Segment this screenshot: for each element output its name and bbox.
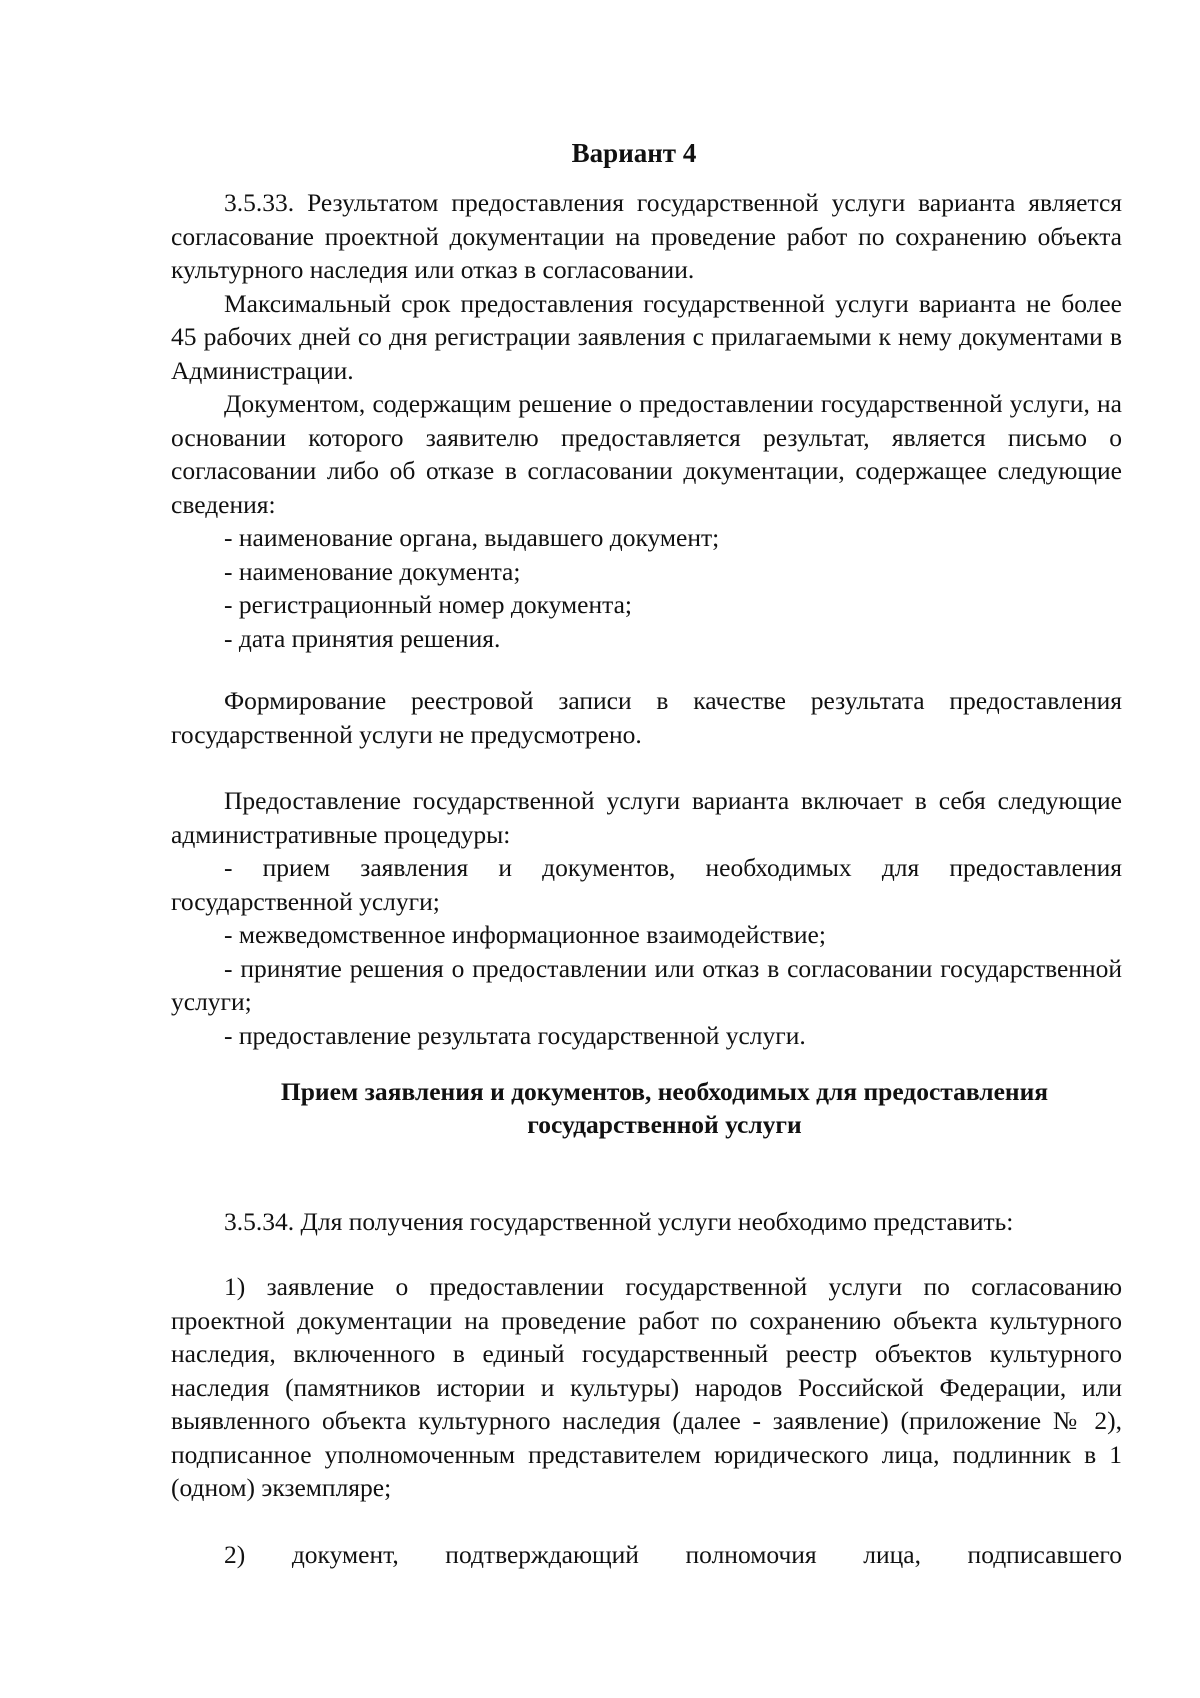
- list-item: - прием заявления и документов, необходимых для предоставления государственной услуги;: [171, 853, 1122, 916]
- paragraph-decision-document: Документом, содержащим решение о предоставлении государственной услуги, на основании которого заявителю предоставляется результат, является письмо о согласовании либо об отказе в согласовании документации, содержащее следующие сведения:: [171, 389, 1122, 519]
- paragraph-item-2: 2) документ, подтверждающий полномочия лица, подписавшего: [224, 1540, 1122, 1569]
- paragraph-3-5-34: 3.5.34. Для получения государственной услуги необходимо представить:: [224, 1207, 1014, 1236]
- documents-list-continued: [171, 1538, 1122, 1572]
- list-item: - наименование органа, выдавшего документ;: [224, 523, 720, 552]
- page-title: Вариант 4: [571, 138, 697, 168]
- procedures-section: [171, 784, 1122, 1052]
- paragraph-item-1: 1) заявление о предоставлении государственной услуги по согласованию проектной документации на проведение работ по сохранению объекта культурного наследия, включенного в единый государственный реестр объектов культурного наследия (памятников истории и культуры) народов Российской Федерации, или выявленного объекта культурного наследия (далее - заявление) (приложение № 2), подписанное уполномоченным представителем юридического лица, подлинник в 1 (одном) экземпляре;: [171, 1272, 1122, 1502]
- paragraph-procedures-intro: Предоставление государственной услуги варианта включает в себя следующие административные процедуры:: [171, 786, 1122, 849]
- documents-list: [171, 1270, 1122, 1505]
- list-item: - дата принятия решения.: [224, 623, 501, 653]
- list-item: - межведомственное информационное взаимодействие;: [224, 920, 826, 949]
- section-heading-line: государственной услуги: [527, 1110, 802, 1139]
- paragraph-registry-record: Формирование реестровой записи в качестве результата предоставления государственной услуги не предусмотрено.: [171, 686, 1122, 749]
- documents-section: [171, 1205, 1122, 1239]
- list-item: - принятие решения о предоставлении или отказ в согласовании государственной услуги;: [171, 953, 1122, 1016]
- section-heading: [171, 1075, 1122, 1141]
- section-heading-line: Прием заявления и документов, необходимых для предоставления: [280, 1077, 1049, 1106]
- list-item: - регистрационный номер документа;: [224, 590, 632, 619]
- paragraph-3-5-33: 3.5.33. Результатом предоставления государственной услуги варианта является согласование проектной документации на проведение работ по сохранению объекта культурного наследия или отказ в согласовании.: [171, 188, 1122, 284]
- registry-section: [171, 684, 1122, 751]
- paragraph-max-term: Максимальный срок предоставления государственной услуги варианта не более 45 рабочих дней со дня регистрации заявления с прилагаемыми к нему документами в Администрации.: [171, 288, 1122, 385]
- list-item: - наименование документа;: [224, 556, 521, 586]
- result-section: [171, 186, 1122, 655]
- list-item: - предоставление результата государственной услуги.: [224, 1020, 806, 1050]
